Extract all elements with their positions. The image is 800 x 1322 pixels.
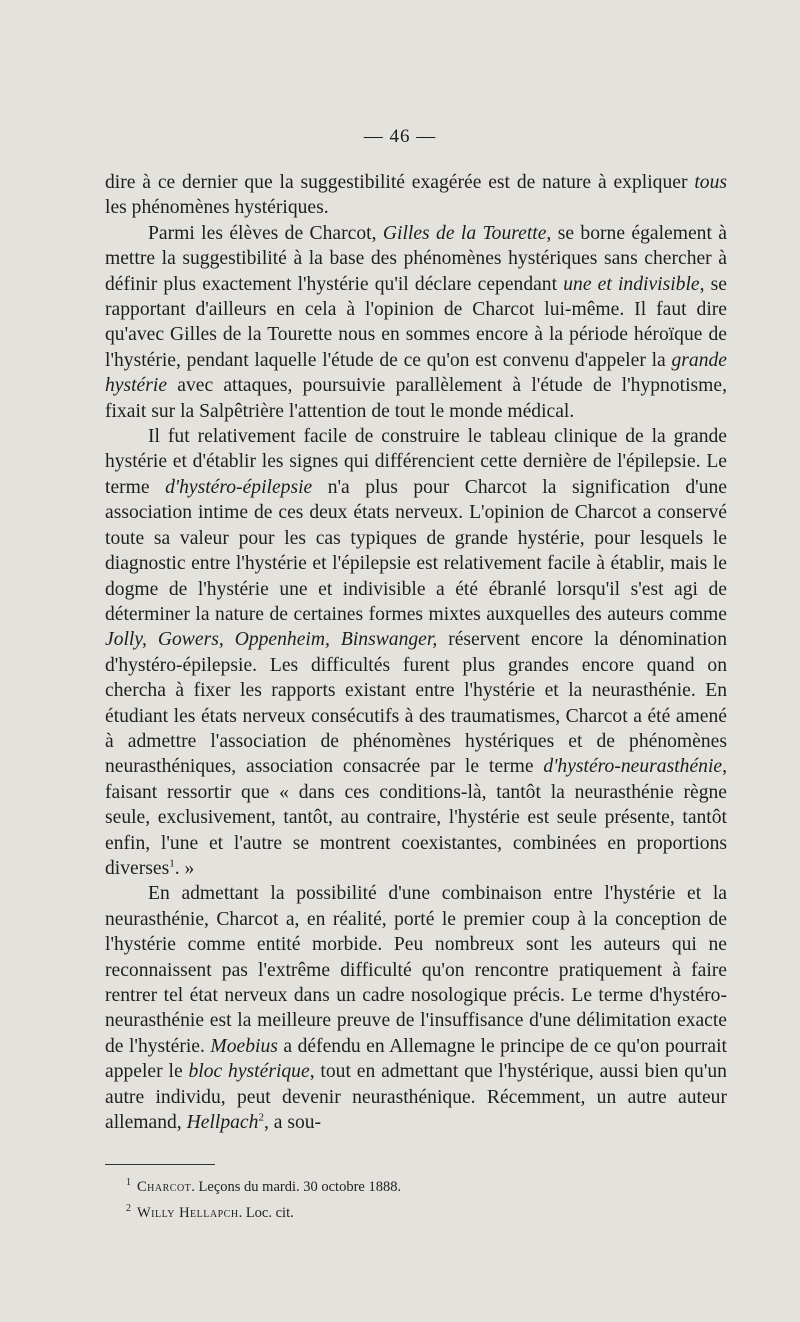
paragraph-3	[105, 424, 727, 881]
page-number: — 46 —	[363, 126, 437, 147]
text-run: les phénomènes hystériques.	[105, 197, 329, 219]
footnote-2	[126, 1198, 726, 1224]
text-run: . »	[174, 857, 195, 879]
footnote-author: Willy Hellapch	[137, 1204, 239, 1221]
footnote-text: . Leçons du mardi. 30 octobre 1888.	[191, 1178, 402, 1195]
italic-run: Gilles de la Tourette	[382, 222, 547, 244]
footnote-1	[126, 1172, 726, 1198]
footnote-divider	[105, 1164, 215, 1165]
text-run: , faisant ressortir que « dans ces conditions-là, tantôt la neurasthénie règne seule, exclusivement, tantôt, au contraire, l'hystérie est seule présente, tantôt enfin, l'une et l'autre se montrent coexistantes, combinées en proportions diverses	[105, 756, 727, 879]
footnote-mark: 2	[126, 1202, 131, 1214]
text-run: , se rapportant d'ailleurs en cela à l'opinion de Charcot lui-même. Il faut dire qu'avec Gilles de la Tourette nous en sommes encore à la période héroïque de l'hystérie, pendant laquelle l'étude de ce qu'on est convenu d'appeler la	[105, 273, 727, 371]
italic-run: grande hystérie	[105, 349, 727, 397]
footnote-ref: 1	[169, 857, 175, 870]
italic-run: tous	[694, 172, 727, 193]
paragraph-4	[105, 881, 727, 1135]
italic-run: Hellpach	[186, 1112, 259, 1134]
text-run: avec attaques, poursuivie parallèlement à l'étude de l'hypnotisme, fixait sur la Salpêtrière l'attention de tout le monde médical.	[105, 375, 727, 422]
italic-run: Jolly, Gowers, Oppenheim, Binswanger,	[105, 629, 438, 651]
text-run: n'a plus pour Charcot la signification d'une association intime de ces deux états nerveux. L'opinion de Charcot a conservé toute sa valeur pour les cas typiques de grande hystérie, pour lesquels le diagnostic entre l'hystérie et l'épilepsie est relativement facile à établir, mais le dogme de l'hystérie une et indivisible a été ébranlé lorsqu'il s'est agi de déterminer la nature de certaines formes mixtes auxquelles des auteurs comme	[105, 476, 727, 625]
footnotes	[126, 1172, 726, 1224]
text-run: réservent encore la dénomination d'hystéro-épilepsie. Les difficultés furent plus grandes encore quand on chercha à fixer les rapports existant entre l'hystérie et la neurasthénie. En étudiant les états nerveux consécutifs à des traumatismes, Charcot a été amené à admettre l'association de phénomènes hystériques et de phénomènes neurasthéniques, association consacrée par le terme	[105, 629, 728, 778]
text-run: Il fut relativement facile de construire le tableau clinique de la grande hystérie et d'établir les signes qui différencient cette dernière de l'épilepsie. Le terme	[105, 426, 727, 498]
text-run: a défendu en Allemagne le principe de ce qu'on pourrait appeler le	[105, 1035, 727, 1083]
italic-run: d'hystéro-épilepsie	[165, 476, 313, 498]
footnote-text: . Loc. cit.	[238, 1204, 294, 1221]
footnote-ref: 2	[258, 1111, 264, 1124]
text-run: En admettant la possibilité d'une combinaison entre l'hystérie et la neurasthénie, Charcot a, en réalité, porté le premier coup à la conception de l'hystérie comme entité morbide. Peu nombreux sont les auteurs qui ne reconnaissent pas l'extrême difficulté qu'on rencontre pratiquement à faire rentrer tel état nerveux dans un cadre nosologique précis. Le terme d'hystéro-neurasthénie est la meilleure preuve de l'insuffisance d'une délimitation exacte de l'hystérie.	[105, 883, 727, 1057]
text-run: , tout en admettant que l'hystérique, aussi bien qu'un autre individu, peut devenir neurasthénique. Récemment, un autre auteur allemand,	[105, 1061, 727, 1134]
body-text	[105, 170, 727, 1135]
italic-run: Moebius	[210, 1035, 278, 1057]
footnote-author: Charcot	[137, 1178, 192, 1195]
italic-run: d'hystéro-neurasthénie	[543, 756, 723, 778]
italic-run: une et indivisible	[563, 273, 700, 295]
text-run: Parmi les élèves de Charcot,	[148, 222, 383, 244]
text-run: , a sou-	[263, 1112, 322, 1134]
footnote-mark: 1	[126, 1177, 131, 1188]
paragraph-1	[105, 170, 727, 221]
italic-run: bloc hystérique	[188, 1061, 310, 1083]
paragraph-2	[105, 221, 727, 424]
text-run: dire à ce dernier que la suggestibilité exagérée est de nature à expliquer	[105, 172, 695, 193]
text-run: , se borne également à mettre la suggestibilité à la base des phénomènes hystériques sans chercher à définir plus exactement l'hystérie qu'il déclare cependant	[105, 222, 727, 295]
